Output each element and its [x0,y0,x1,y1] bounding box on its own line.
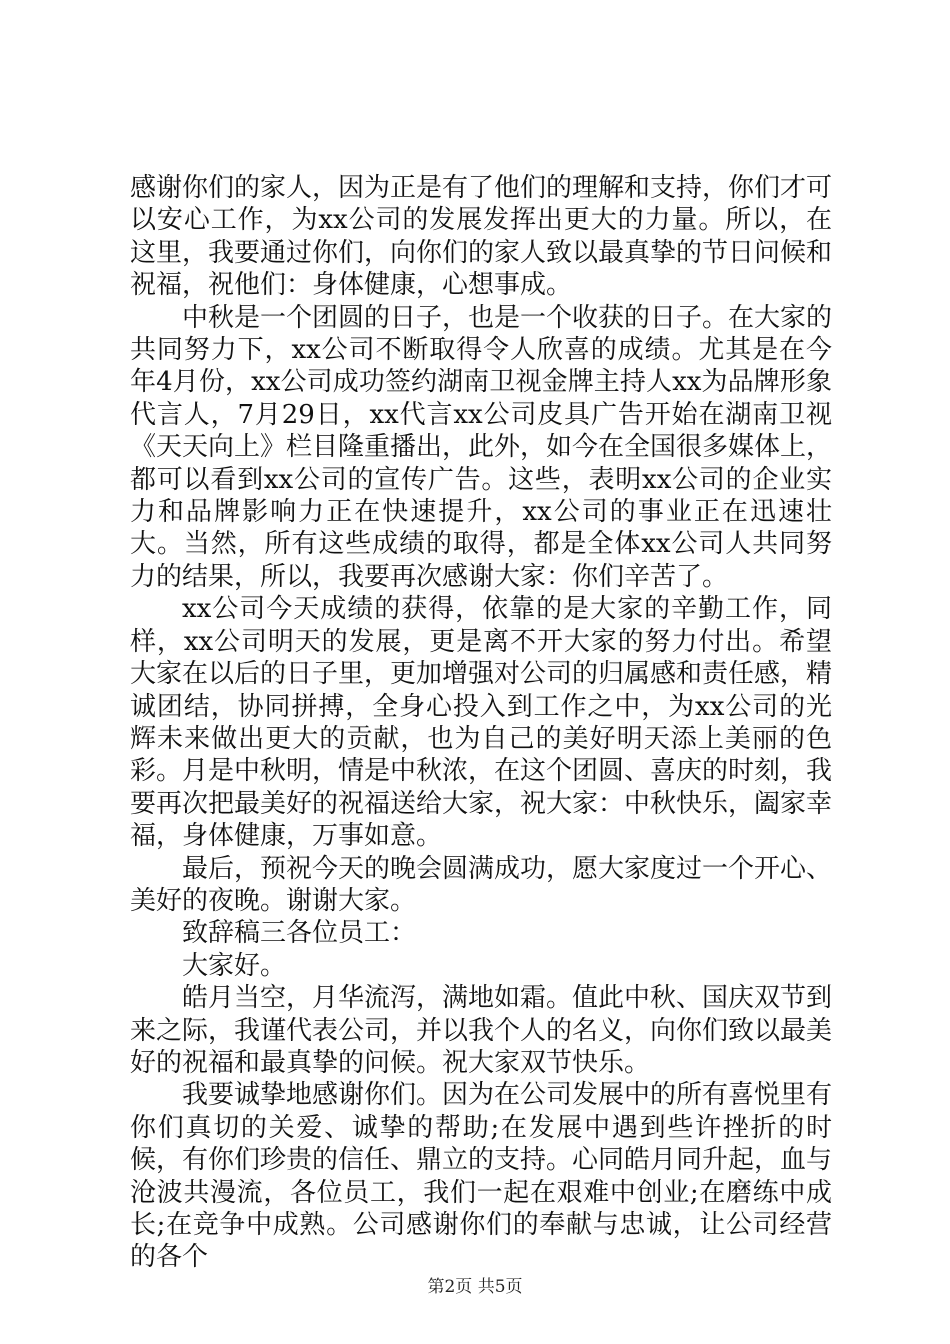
paragraph-4: 最后，预祝今天的晚会圆满成功，愿大家度过一个开心、美好的夜晚。谢谢大家。 [130,853,833,916]
paragraph-6: 大家好。 [182,950,287,981]
document-body [130,172,832,1274]
paragraph-2: 中秋是一个团圆的日子，也是一个收获的日子。在大家的共同努力下，xx公司不断取得令人欣喜的成绩。尤其是在今年4月份，xx公司成功签约湖南卫视金牌主持人xx为品牌形象代言人，7月29日，xx代言xx公司皮具广告开始在湖南卫视《天天向上》栏目隆重播出，此外，如今在全国很多媒体上，都可以看到xx公司的宣传广告。这些，表明xx公司的企业实力和品牌影响力正在快速提升，xx公司的事业正在迅速壮大。当然，所有这些成绩的取得，都是全体xx公司人共同努力的结果，所以，我要再次感谢大家：你们辛苦了。 [130,302,833,592]
paragraph-1: 感谢你们的家人，因为正是有了他们的理解和支持，你们才可以安心工作，为xx公司的发展发挥出更大的力量。所以，在这里，我要通过你们，向你们的家人致以最真挚的节日问候和祝福，祝他们：身体健康，心想事成。 [130,173,833,301]
page-footer: 第2页 共5页 [427,1277,523,1297]
paragraph-7: 皓月当空，月华流泻，满地如霜。值此中秋、国庆双节到来之际，我谨代表公司，并以我个人的名义，向你们致以最美好的祝福和最真挚的问候。祝大家双节快乐。 [130,983,833,1078]
paragraph-8: 我要诚挚地感谢你们。因为在公司发展中的所有喜悦里有你们真切的关爱、诚挚的帮助;在发展中遇到些许挫折的时候，有你们珍贵的信任、鼎立的支持。心同皓月同升起，血与沧波共漫流，各位员工，我们一起在艰难中创业;在磨练中成长;在竞争中成熟。公司感谢你们的奉献与忠诚，让公司经营的各个 [130,1080,833,1273]
paragraph-3: xx公司今天成绩的获得，依靠的是大家的辛勤工作，同样，xx公司明天的发展，更是离不开大家的努力付出。希望大家在以后的日子里，更加增强对公司的归属感和责任感，精诚团结，协同拼搏，全身心投入到工作之中，为xx公司的光辉未来做出更大的贡献，也为自己的美好明天添上美丽的色彩。月是中秋明，情是中秋浓，在这个团圆、喜庆的时刻，我要再次把最美好的祝福送给大家，祝大家：中秋快乐，阖家幸福，身体健康，万事如意。 [130,594,833,852]
paragraph-5: 致辞稿三各位员工： [182,918,417,949]
